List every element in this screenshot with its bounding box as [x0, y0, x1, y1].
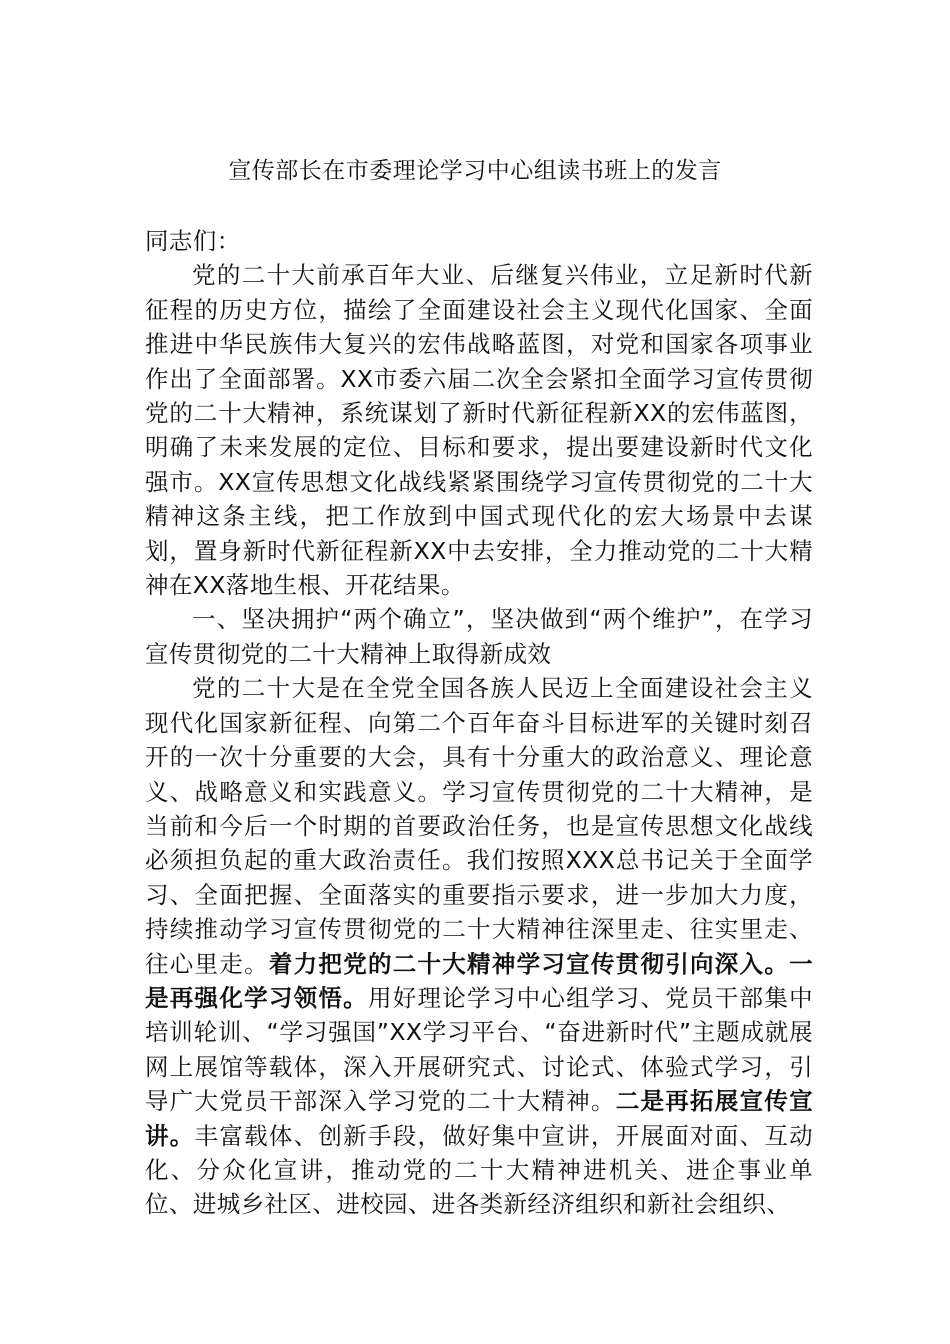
document-title: 宣传部长在市委理论学习中心组读书班上的发言: [228, 158, 722, 184]
paragraph-text: 用好理论学习中心组学习、党员干部集中培训轮训、“学习强国”XX学习平台、“奋进新时代”主题成就展网上展馆等载体，深入开展研究式、讨论式、体验式学习，引导广大党员干部深入学习党的二十大精神。: [145, 983, 813, 1116]
paragraph-text: 党的二十大是在全党全国各族人民迈上全面建设社会主义现代化国家新征程、向第二个百年奋斗目标进军的关键时刻召开的一次十分重要的大会，具有十分重大的政治意义、理论意义、战略意义和实践意义。学习宣传贯彻党的二十大精神，是当前和今后一个时期的首要政治任务，也是宣传思想文化战线必须担负起的重大政治责任。我们按照XXX总书记关于全面学习、全面把握、全面落实的重要指示要求，进一步加大力度，持续推动学习宣传贯彻党的二十大精神往深里走、往实里走、往心里走。: [145, 674, 813, 978]
emphasis-text: 着力把党的二十大精神学习宣传贯彻引向深入。一是再强化学习领悟。: [145, 949, 813, 1012]
document-body: [145, 224, 813, 1222]
section-heading-1: 一、坚决拥护“两个确立”，坚决做到“两个维护”，在学习宣传贯彻党的二十大精神上取得新成效: [145, 605, 813, 668]
salutation: 同志们：: [145, 227, 241, 255]
paragraph-section-1: [145, 671, 813, 1222]
emphasis-text: 二是再拓展宣传宣讲。: [145, 1087, 813, 1150]
paragraph-text: 丰富载体、创新手段，做好集中宣讲，开展面对面、互动化、分众化宣讲，推动党的二十大精神进机关、进企事业单位、进城乡社区、进校园、进各类新经济组织和新社会组织、: [145, 1121, 813, 1219]
paragraph-intro: 党的二十大前承百年大业、后继复兴伟业，立足新时代新征程的历史方位，描绘了全面建设社会主义现代化国家、全面推进中华民族伟大复兴的宏伟战略蓝图，对党和国家各项事业作出了全面部署。XX市委六届二次全会紧扣全面学习宣传贯彻党的二十大精神，系统谋划了新时代新征程新XX的宏伟蓝图，明确了未来发展的定位、目标和要求，提出要建设新时代文化强市。XX宣传思想文化战线紧紧围绕学习宣传贯彻党的二十大精神这条主线，把工作放到中国式现代化的宏大场景中去谋划，置身新时代新征程新XX中去安排，全力推动党的二十大精神在XX落地生根、开花结果。: [145, 261, 813, 600]
